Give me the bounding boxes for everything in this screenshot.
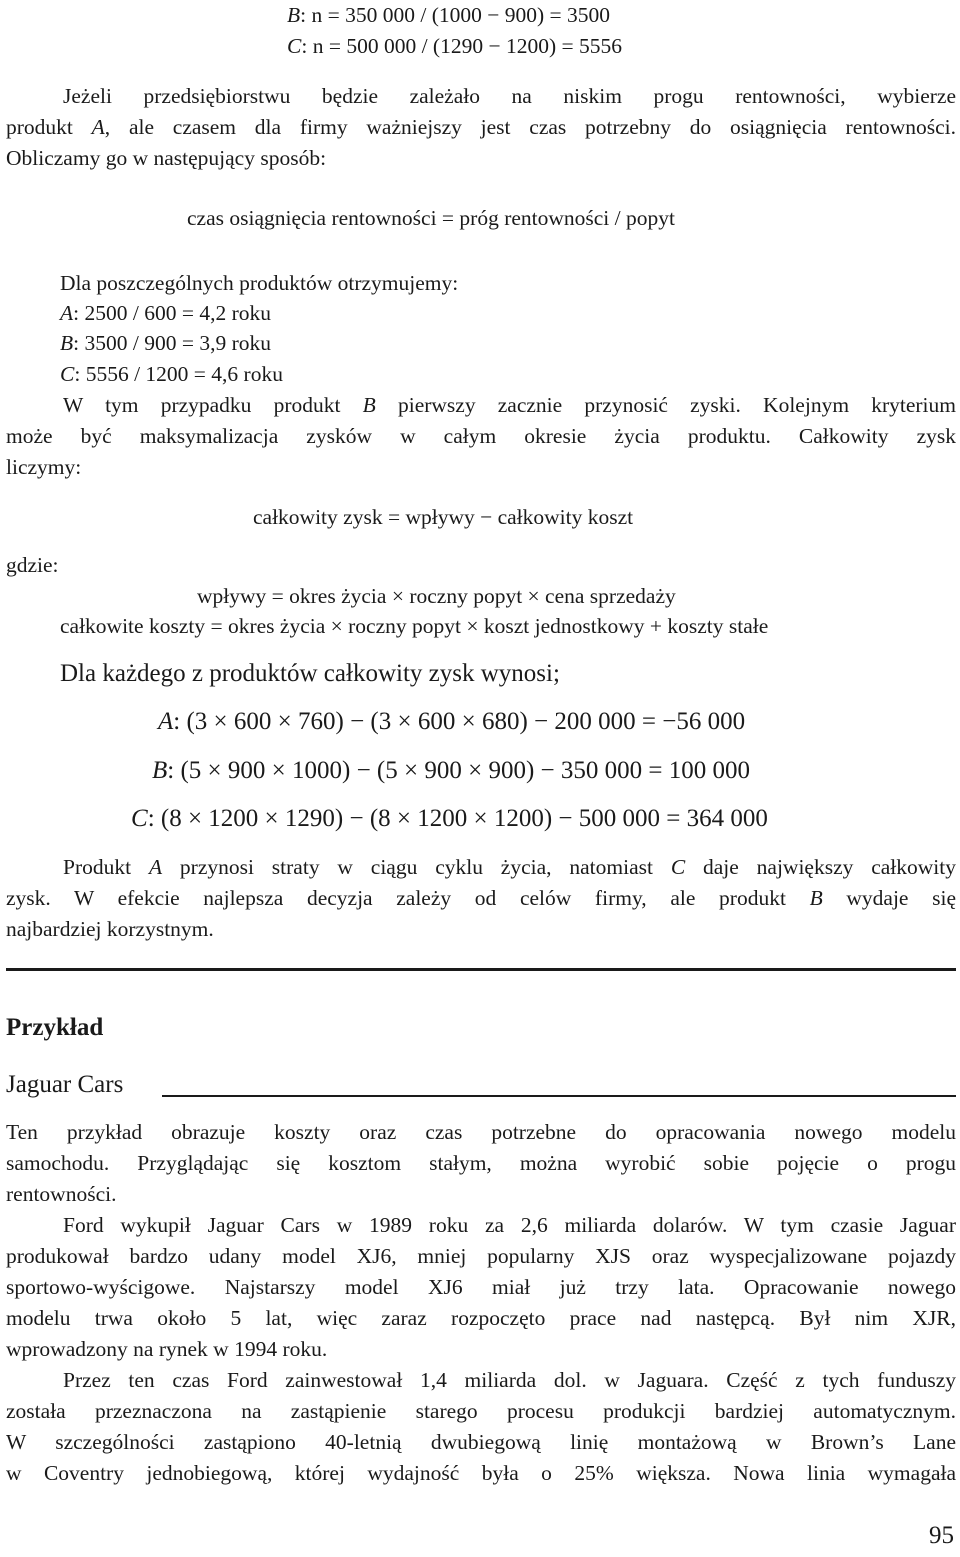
profit-calc-b: B: (5 × 900 × 1000) − (5 × 900 × 900) − 350 000 = 100 000 [152,757,750,784]
each-product-intro: Dla każdego z produktów całkowity zysk wynosi; [60,660,560,687]
paragraph-1: Jeżeli przedsiębiorstwu będzie zależało na niskim progu rentowności, wybierze produkt A, ale czasem dla firmy ważniejszy jest czas potrzebny do osiągnięcia rentowności. Obliczamy go w następujący sposób: [6,84,956,170]
example-heading: Przykład [6,1014,104,1041]
equation-c: C: n = 500 000 / (1290 − 1200) = 5556 [287,34,622,58]
per-product-a: A: 2500 / 600 = 4,2 roku [60,301,271,325]
paragraph-5: Ford wykupił Jaguar Cars w 1989 roku za 2,6 miliarda dolarów. W tym czasie Jaguar produkował bardzo udany model XJ6, mniej popularny XJS oraz wyspecjalizowane pojazdy sportowo-wyścigowe. Najstarszy model XJ6 miał już trzy lata. Opracowanie nowego modelu trwa około 5 lat, więc zaraz rozpoczęto prace nad następcą. Był nim XJR, wprowadzony na rynek w 1994 roku. [6,1213,956,1361]
page-number: 95 [929,1522,954,1549]
paragraph-1-line2: produkt A, ale czasem dla firmy ważniejszy jest czas potrzebny do osiągnięcia rentowności. [6,115,956,139]
section-divider [6,968,956,971]
formula-profit: całkowity zysk = wpływy − całkowity koszt [253,505,634,529]
paragraph-2-line1: W tym przypadku produkt B pierwszy zacznie przynosić zyski. Kolejnym kryterium [63,393,956,417]
subtitle-rule [162,1095,956,1097]
example-subtitle: Jaguar Cars [6,1071,124,1098]
formula-inflow: wpływy = okres życia × roczny popyt × cena sprzedaży [197,584,676,608]
profit-calc-c: C: (8 × 1200 × 1290) − (8 × 1200 × 1200) − 500 000 = 364 000 [131,805,768,832]
gdzie-label: gdzie: [6,553,59,577]
formula-time: czas osiągnięcia rentowności = próg rentowności / popyt [187,206,675,230]
formula-cost: całkowite koszty = okres życia × roczny popyt × koszt jednostkowy + koszty stałe [60,614,769,638]
paragraph-3-line2: zysk. W efekcie najlepsza decyzja zależy od celów firmy, ale produkt B wydaje się [6,886,957,910]
per-product-c: C: 5556 / 1200 = 4,6 roku [60,362,283,386]
paragraph-6: Przez ten czas Ford zainwestował 1,4 miliarda dol. w Jaguara. Część z tych funduszy została przeznaczona na zastąpienie starego procesu produkcji bardziej automatycznym. W szczególności zastąpiono 40-letnią dwubiegową linię montażową w Brown’s Lane w Coventry jednobiegową, której wydajność była o 25% większa. Nowa linia wymagała [6,1368,956,1485]
per-product-b: B: 3500 / 900 = 3,9 roku [60,331,271,355]
per-product-intro: Dla poszczególnych produktów otrzymujemy: [60,271,459,295]
paragraph-2: W tym przypadku produkt B pierwszy zacznie przynosić zyski. Kolejnym kryterium może być maksymalizacja zysków w całym okresie życia produktu. Całkowity zysk liczymy: [6,390,956,483]
profit-calc-a: A: (3 × 600 × 760) − (3 × 600 × 680) − 200 000 = −56 000 [158,708,746,735]
equation-b: B: n = 350 000 / (1000 − 900) = 3500 [287,3,611,27]
paragraph-3: Produkt A przynosi straty w ciągu cyklu życia, natomiast C daje największy całkowity zysk. W efekcie najlepsza decyzja zależy od celów firmy, ale produkt B wydaje się najbardziej korzystnym. [6,852,956,945]
paragraph-3-line1: Produkt A przynosi straty w ciągu cyklu życia, natomiast C daje największy całkowity [63,855,956,879]
paragraph-4: Ten przykład obrazuje koszty oraz czas potrzebne do opracowania nowego modelu samochodu. Przyglądając się kosztom stałym, można wyrobić sobie pojęcie o progu rentowności. [6,1120,956,1206]
